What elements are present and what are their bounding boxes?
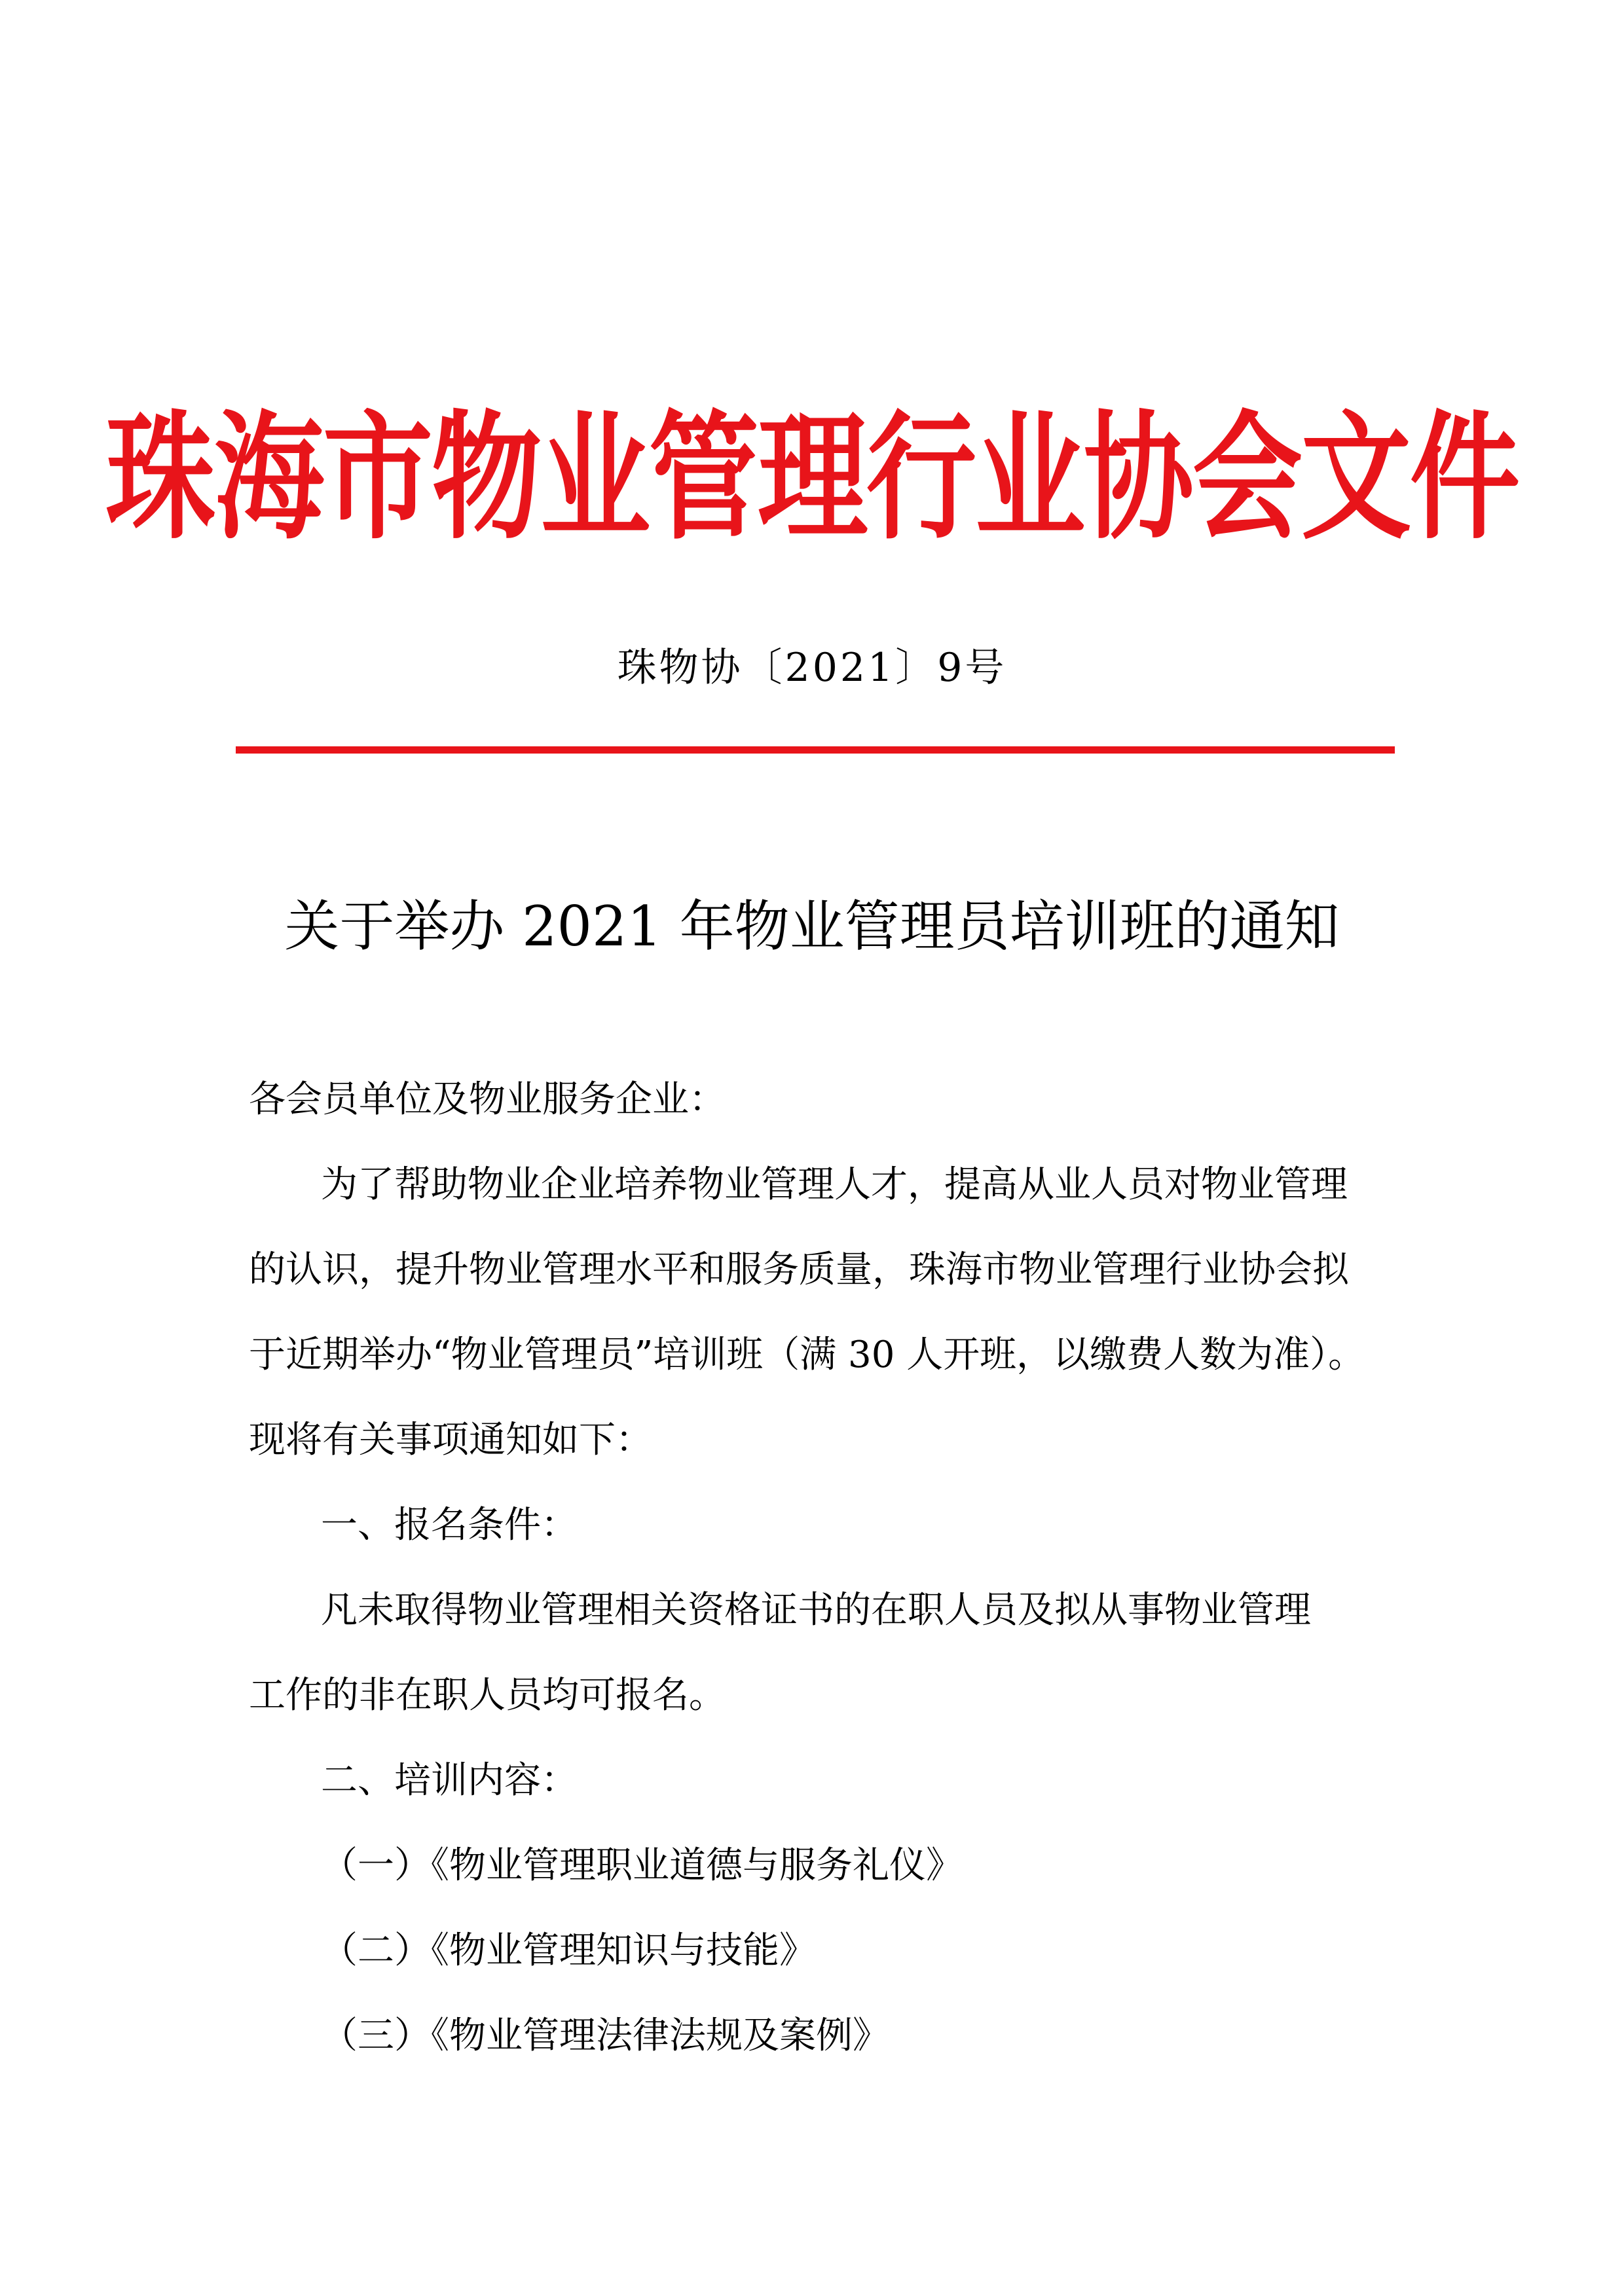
registration-line: 凡未取得物业管理相关资格证书的在职人员及拟从事物业管理: [321, 1589, 1311, 1631]
content-item: （三）《物业管理法律法规及案例》: [321, 2014, 889, 2057]
masthead-title: 珠海市物业管理行业协会文件: [105, 397, 1519, 558]
notice-title: 关于举办 2021 年物业管理员培训班的通知: [284, 894, 1340, 958]
content-item: （一）《物业管理职业道德与服务礼仪》: [321, 1844, 963, 1887]
intro-line: 为了帮助物业企业培养物业管理人才，提高从业人员对物业管理: [321, 1163, 1348, 1206]
intro-line: 的认识，提升物业管理水平和服务质量，珠海市物业管理行业协会拟: [249, 1248, 1349, 1291]
section-heading-registration: 一、报名条件：: [321, 1504, 578, 1546]
document-number: 珠物协〔2021〕9号: [617, 645, 1007, 691]
intro-line: 现将有关事项通知如下：: [249, 1419, 652, 1461]
intro-line: 于近期举办“物业管理员”培训班（满 30 人开班，以缴费人数为准）。: [249, 1334, 1365, 1376]
salutation: 各会员单位及物业服务企业：: [249, 1078, 726, 1121]
red-divider-line: [236, 746, 1395, 754]
registration-line: 工作的非在职人员均可报名。: [249, 1674, 726, 1717]
section-heading-content: 二、培训内容：: [321, 1759, 578, 1802]
content-item: （二）《物业管理知识与技能》: [321, 1929, 816, 1972]
